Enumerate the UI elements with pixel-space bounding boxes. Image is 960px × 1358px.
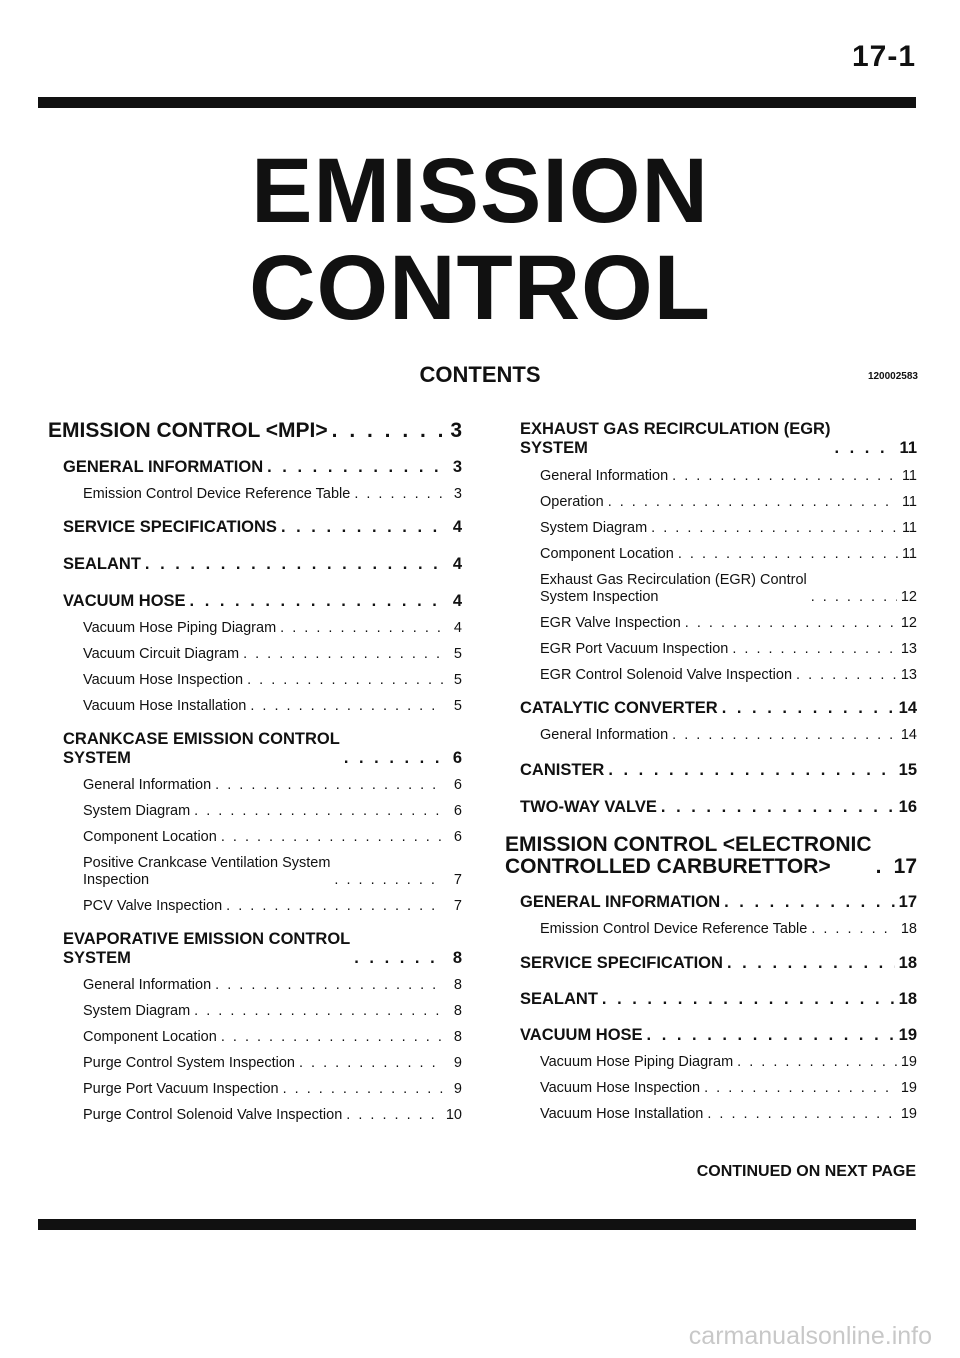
toc-entry-page: 7	[453, 872, 462, 888]
top-rule	[38, 97, 916, 108]
toc-entry-page: 6	[452, 749, 462, 767]
toc-entry[interactable]	[505, 572, 917, 606]
watermark: carmanualsonline.info	[688, 1322, 932, 1350]
toc-entry-page: 14	[898, 699, 917, 717]
toc-entry-title: Component Location	[83, 829, 217, 845]
toc-entry-page: 12	[900, 589, 917, 605]
toc-entry-title: Vacuum Hose Inspection	[83, 672, 244, 688]
toc-entry[interactable]	[48, 977, 462, 994]
toc-entry-title: SEALANT	[520, 990, 598, 1008]
toc-entry-page: 10	[445, 1107, 462, 1123]
dot-leader	[602, 990, 895, 1009]
toc-entry-page: 4	[453, 620, 462, 636]
toc-entry-page: 17	[893, 855, 917, 878]
toc-entry[interactable]	[505, 761, 917, 780]
dot-leader	[724, 893, 895, 912]
toc-entry-title: System Diagram	[540, 520, 648, 536]
toc-entry-title: Purge Control Solenoid Valve Inspection	[83, 1107, 343, 1123]
toc-entry-title: Purge Port Vacuum Inspection	[83, 1081, 279, 1097]
toc-entry-title: Component Location	[540, 546, 674, 562]
toc-entry-title: EGR Port Vacuum Inspection	[540, 641, 729, 657]
toc-entry-page: 6	[453, 777, 462, 793]
toc-entry-page: 9	[453, 1055, 462, 1071]
dot-leader	[737, 1054, 897, 1071]
toc-entry[interactable]	[48, 1029, 462, 1046]
toc-entry-page: 11	[901, 520, 917, 536]
toc-entry[interactable]	[48, 620, 462, 637]
toc-entry[interactable]	[48, 930, 462, 968]
toc-entry[interactable]	[48, 518, 462, 537]
toc-entry-title: Vacuum Hose Installation	[83, 698, 247, 714]
dot-leader	[727, 954, 895, 973]
toc-entry[interactable]	[505, 494, 917, 511]
toc-entry-title: EGR Control Solenoid Valve Inspection	[540, 667, 793, 683]
toc-entry[interactable]	[48, 1081, 462, 1098]
dot-leader	[221, 829, 444, 846]
toc-entry[interactable]	[48, 855, 462, 889]
toc-entry-page: 12	[900, 615, 917, 631]
dot-leader	[876, 856, 890, 878]
toc-entry-page: 18	[898, 954, 917, 972]
toc-entry-page: 4	[452, 592, 462, 610]
dot-leader	[685, 615, 897, 632]
toc-entry-title: GENERAL INFORMATION	[520, 893, 721, 911]
toc-entry-title: SEALANT	[63, 555, 141, 573]
dot-leader	[811, 921, 897, 938]
toc-entry[interactable]	[505, 520, 917, 537]
toc-entry-page: 16	[898, 798, 917, 816]
toc-entry-page: 5	[453, 698, 462, 714]
toc-entry-title: CATALYTIC CONVERTER	[520, 699, 718, 717]
dot-leader	[672, 468, 898, 485]
toc-entry[interactable]	[505, 699, 917, 718]
toc-entry-title: Positive Crankcase Ventilation System Inspection	[83, 855, 331, 888]
toc-entry-page: 13	[900, 667, 917, 683]
toc-entry-title: System Diagram	[83, 803, 191, 819]
toc-entry-page: 19	[898, 1026, 917, 1044]
toc-entry-page: 6	[453, 829, 462, 845]
toc-entry-page: 13	[900, 641, 917, 657]
dot-leader	[299, 1055, 444, 1072]
toc-entry-page: 18	[900, 921, 917, 937]
toc-entry-page: 5	[453, 672, 462, 688]
toc-entry[interactable]	[505, 954, 917, 973]
toc-entry-title: CRANKCASE EMISSION CONTROL SYSTEM	[63, 730, 340, 767]
toc-entry-page: 3	[452, 458, 462, 476]
toc-entry[interactable]	[505, 1054, 917, 1071]
toc-entry-page: 11	[901, 468, 917, 484]
toc-entry-page: 8	[453, 977, 462, 993]
toc-entry-title: Vacuum Hose Piping Diagram	[83, 620, 277, 636]
dot-leader	[332, 420, 444, 442]
toc-entry-title: SERVICE SPECIFICATIONS	[63, 518, 277, 536]
toc-entry[interactable]	[48, 829, 462, 846]
toc-entry-page: 8	[453, 1003, 462, 1019]
toc-entry-title: SERVICE SPECIFICATION	[520, 954, 723, 972]
toc-entry-title: General Information	[83, 977, 212, 993]
dot-leader	[280, 620, 444, 637]
toc-entry-page: 11	[901, 494, 917, 510]
section-title-line-1: EMISSION	[251, 140, 709, 242]
toc-entry[interactable]	[48, 458, 462, 477]
dot-leader	[221, 1029, 444, 1046]
toc-entry[interactable]	[48, 698, 462, 715]
toc-entry[interactable]	[48, 1003, 462, 1020]
dot-leader	[247, 672, 444, 689]
toc-entry[interactable]	[505, 546, 917, 563]
dot-leader	[672, 727, 897, 744]
dot-leader	[226, 898, 444, 915]
toc-entry[interactable]	[48, 420, 462, 442]
dot-leader	[354, 949, 444, 968]
dot-leader	[661, 798, 895, 817]
toc-entry-page: 15	[898, 761, 917, 779]
dot-leader	[190, 592, 444, 611]
toc-entry[interactable]	[505, 727, 917, 744]
toc-entry[interactable]	[48, 555, 462, 574]
toc-entry-title: Vacuum Circuit Diagram	[83, 646, 240, 662]
toc-entry[interactable]	[505, 1026, 917, 1045]
toc-entry[interactable]	[48, 486, 462, 503]
toc-entry[interactable]	[48, 1107, 462, 1124]
toc-entry[interactable]	[48, 672, 462, 689]
dot-leader	[283, 1081, 444, 1098]
toc-entry-title: EXHAUST GAS RECIRCULATION (EGR) SYSTEM	[520, 420, 831, 457]
page-number: 17-1	[851, 40, 916, 73]
toc-entry-page: 4	[452, 555, 462, 573]
toc-entry-page: 9	[453, 1081, 462, 1097]
dot-leader	[678, 546, 898, 563]
toc-right-column	[505, 420, 917, 1123]
toc-entry-page: 3	[453, 486, 462, 502]
toc-entry-page: 3	[450, 419, 462, 442]
toc-entry[interactable]	[48, 1055, 462, 1072]
toc-entry-page: 11	[899, 439, 917, 457]
toc-entry-page: 19	[900, 1054, 917, 1070]
dot-leader	[796, 667, 897, 684]
document-number: 120002583	[867, 371, 918, 382]
toc-entry-page: 18	[898, 990, 917, 1008]
dot-leader	[732, 641, 897, 658]
toc-entry-title: General Information	[540, 727, 669, 743]
toc-entry[interactable]	[505, 1080, 917, 1097]
dot-leader	[250, 698, 444, 715]
toc-entry[interactable]	[505, 641, 917, 658]
dot-leader	[704, 1080, 897, 1097]
toc-entry[interactable]	[505, 921, 917, 938]
dot-leader	[722, 699, 895, 718]
toc-entry-page: 14	[900, 727, 917, 743]
toc-left-column	[48, 420, 462, 1124]
toc-entry-title: TWO-WAY VALVE	[520, 798, 657, 816]
toc-entry[interactable]	[48, 592, 462, 611]
toc-entry[interactable]	[505, 420, 917, 458]
dot-leader	[707, 1106, 897, 1123]
toc-entry-page: 4	[452, 518, 462, 536]
toc-entry[interactable]	[48, 803, 462, 820]
continued-note: CONTINUED ON NEXT PAGE	[696, 1163, 916, 1180]
contents-heading: CONTENTS	[419, 362, 541, 387]
dot-leader	[647, 1026, 895, 1045]
dot-leader	[334, 872, 444, 889]
toc-entry[interactable]	[505, 1106, 917, 1123]
dot-leader	[811, 589, 897, 606]
toc-entry[interactable]	[505, 615, 917, 632]
toc-entry-title: Vacuum Hose Piping Diagram	[540, 1054, 734, 1070]
dot-leader	[215, 977, 444, 994]
toc-entry[interactable]	[505, 468, 917, 485]
toc-entry-title: Emission Control Device Reference Table	[83, 486, 351, 502]
dot-leader	[354, 486, 444, 503]
toc-entry-page: 7	[453, 898, 462, 914]
toc-entry[interactable]	[48, 777, 462, 794]
toc-entry-title: Vacuum Hose Inspection	[540, 1080, 701, 1096]
toc-entry-title: Emission Control Device Reference Table	[540, 921, 808, 937]
toc-entry-page: 8	[453, 1029, 462, 1045]
toc-entry-title: EGR Valve Inspection	[540, 615, 681, 631]
toc-entry[interactable]	[505, 990, 917, 1009]
dot-leader	[281, 518, 444, 537]
toc-entry-page: 19	[900, 1080, 917, 1096]
dot-leader	[243, 646, 444, 663]
toc-entry-title: GENERAL INFORMATION	[63, 458, 264, 476]
toc-entry-title: Operation	[540, 494, 604, 510]
toc-entry[interactable]	[48, 730, 462, 768]
toc-entry-title: VACUUM HOSE	[520, 1026, 643, 1044]
toc-entry[interactable]	[48, 898, 462, 915]
toc-entry-page: 19	[900, 1106, 917, 1122]
toc-entry[interactable]	[505, 893, 917, 912]
toc-entry-title: PCV Valve Inspection	[83, 898, 223, 914]
dot-leader	[834, 439, 895, 458]
toc-entry-title: CANISTER	[520, 761, 605, 779]
bottom-rule	[38, 1219, 916, 1230]
toc-entry-title: EVAPORATIVE EMISSION CONTROL SYSTEM	[63, 930, 351, 967]
toc-entry[interactable]	[505, 798, 917, 817]
dot-leader	[608, 494, 898, 511]
toc-entry-title: Vacuum Hose Installation	[540, 1106, 704, 1122]
dot-leader	[651, 520, 898, 537]
dot-leader	[194, 1003, 444, 1020]
toc-entry-page: 6	[453, 803, 462, 819]
toc-entry[interactable]	[48, 646, 462, 663]
toc-entry-title: EMISSION CONTROL <MPI>	[48, 419, 328, 442]
toc-entry-title: VACUUM HOSE	[63, 592, 186, 610]
toc-entry-title: Component Location	[83, 1029, 217, 1045]
dot-leader	[145, 555, 444, 574]
dot-leader	[346, 1107, 442, 1124]
toc-entry-title: General Information	[83, 777, 212, 793]
section-title-line-2: CONTROL	[249, 237, 711, 339]
toc-entry-title: Exhaust Gas Recirculation (EGR) Control System Inspection	[540, 572, 807, 605]
dot-leader	[608, 761, 894, 780]
toc-entry[interactable]	[505, 834, 917, 878]
toc-entry[interactable]	[505, 667, 917, 684]
dot-leader	[215, 777, 444, 794]
dot-leader	[194, 803, 444, 820]
toc-entry-page: 8	[452, 949, 462, 967]
toc-entry-title: System Diagram	[83, 1003, 191, 1019]
dot-leader	[344, 749, 444, 768]
toc-entry-page: 17	[898, 893, 917, 911]
toc-entry-title: EMISSION CONTROL <ELECTRONIC CONTROLLED CARBURETTOR>	[505, 833, 872, 878]
toc-entry-page: 11	[901, 546, 917, 562]
toc-entry-title: General Information	[540, 468, 669, 484]
toc-entry-page: 5	[453, 646, 462, 662]
dot-leader	[267, 458, 444, 477]
toc-entry-title: Purge Control System Inspection	[83, 1055, 295, 1071]
